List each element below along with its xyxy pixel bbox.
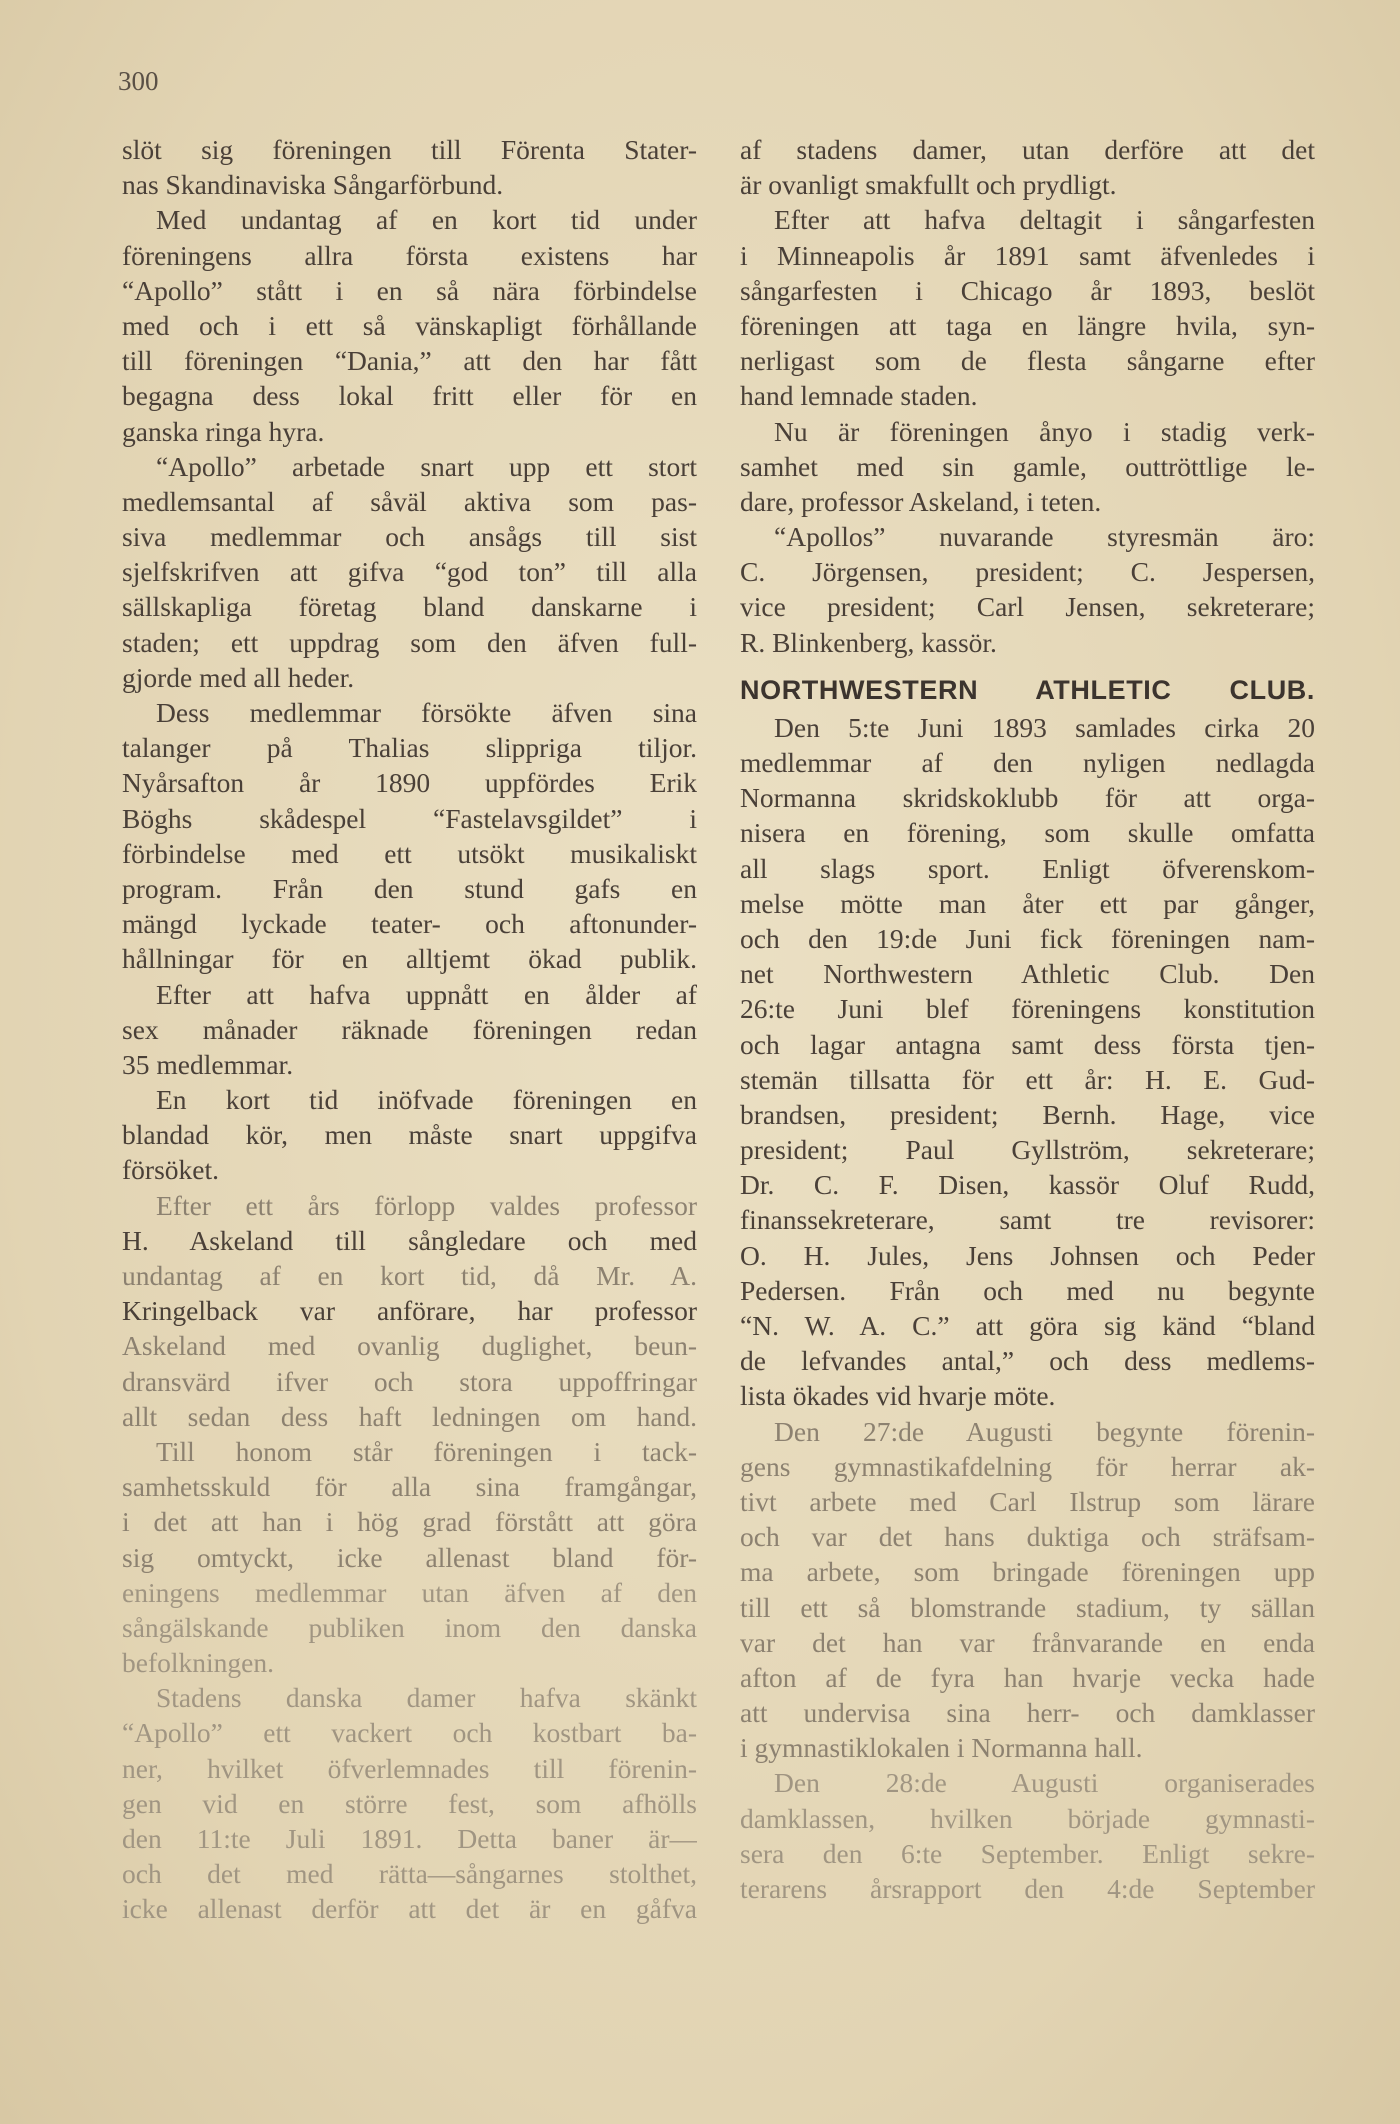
text-line: Till honom står föreningen i tack-	[156, 1435, 697, 1467]
text-line: sera den 6:te September. Enligt sekre-	[740, 1837, 1315, 1869]
text-line: begagna dess lokal fritt eller för en	[122, 380, 697, 412]
text-line: Nu är föreningen ånyo i stadig verk-	[774, 415, 1315, 447]
text-line: Nyårsafton år 1890 uppfördes Erik	[122, 767, 697, 799]
text-line: staden; ett uppdrag som den äfven full-	[122, 626, 697, 658]
text-line: i Minneapolis år 1891 samt äfvenledes i	[740, 239, 1315, 271]
text-line: Efter att hafva uppnått en ålder af	[156, 978, 697, 1010]
text-line: 35 medlemmar.	[122, 1048, 294, 1080]
text-line: program. Från den stund gafs en	[122, 872, 697, 904]
text-line: Efter att hafva deltagit i sångarfesten	[774, 204, 1315, 236]
text-line: ner, hvilket öfverlemnades till förenin-	[122, 1752, 697, 1784]
text-line: terarens årsrapport den 4:de September	[740, 1873, 1315, 1904]
text-line: talanger på Thalias slippriga tiljor.	[122, 732, 697, 764]
text-line: föreningen att taga en längre hvila, syn-	[740, 309, 1315, 341]
text-line: stemän tillsatta för ett år: H. E. Gud-	[740, 1063, 1315, 1095]
text-line: damklassen, hvilken började gymnasti-	[740, 1802, 1315, 1834]
text-line: “Apollo” arbetade snart upp ett stort	[156, 450, 697, 482]
text-line: sällskapliga företag bland danskarne i	[122, 591, 697, 623]
text-line: H. Askeland till sångledare och med	[122, 1224, 697, 1256]
text-line: En kort tid inöfvade föreningen en	[156, 1084, 697, 1116]
text-line: den 11:te Juli 1891. Detta baner är—	[122, 1823, 697, 1854]
text-line: “N. W. A. C.” att göra sig känd “bland	[740, 1310, 1315, 1341]
text-line: 26:te Juni blef föreningens konstitution	[740, 993, 1315, 1025]
text-line: medlemmar af den nyligen nedlagda	[740, 747, 1315, 778]
text-line: var det han var frånvarande en enda	[740, 1626, 1315, 1658]
text-line: och lagar antagna samt dess första tjen-	[740, 1028, 1315, 1060]
text-line: är ovanligt smakfullt och prydligt.	[740, 169, 1117, 201]
text-line: gen vid en större fest, som afhölls	[122, 1787, 697, 1819]
text-line: och det med rätta—sångarnes stolthet,	[122, 1858, 697, 1890]
text-line: brandsen, president; Bernh. Hage, vice	[740, 1098, 1315, 1130]
text-line: president; Paul Gyllström, sekreterare;	[740, 1134, 1315, 1166]
text-line: all slags sport. Enligt öfverenskom-	[740, 852, 1315, 884]
text-line: till föreningen “Dania,” att den har fått	[122, 345, 697, 377]
text-line: ganska ringa hyra.	[122, 415, 325, 447]
text-line: slöt sig föreningen till Förenta Stater-	[122, 134, 697, 165]
text-line: gens gymnastikafdelning för herrar ak-	[740, 1450, 1315, 1482]
text-line: sångarfesten i Chicago år 1893, beslöt	[740, 274, 1315, 306]
text-line: nerligast som de flesta sångarne efter	[740, 345, 1315, 377]
text-line: “Apollos” nuvarande styresmän äro:	[774, 521, 1315, 553]
text-line: i det att han i hög grad förstått att göra	[122, 1506, 697, 1538]
text-line: lista ökades vid hvarje möte.	[740, 1380, 1056, 1412]
text-line: sångälskande publiken inom den danska	[122, 1611, 697, 1643]
text-line: förbindelse med ett utsökt musikaliskt	[122, 837, 697, 869]
section-heading: NORTHWESTERN ATHLETIC CLUB.	[740, 674, 1315, 705]
text-line: de lefvandes antal,” och dess medlems-	[740, 1345, 1315, 1377]
text-line: föreningens allra första existens har	[122, 239, 697, 271]
text-line: dransvärd ifver och stora uppoffringar	[122, 1365, 697, 1397]
text-line: Med undantag af en kort tid under	[156, 204, 697, 236]
text-line: Kringelback var anförare, har professor	[122, 1295, 697, 1327]
text-line: Den 27:de Augusti begynte förenin-	[774, 1415, 1315, 1447]
text-line: af stadens damer, utan derföre att det	[740, 134, 1315, 165]
text-line: Efter ett års förlopp valdes professor	[156, 1189, 697, 1221]
text-line: sjelfskrifven att gifva “god ton” till alla	[122, 556, 697, 588]
text-line: Normanna skridskoklubb för att orga-	[740, 782, 1315, 814]
text-line: samhetsskuld för alla sina framgångar,	[122, 1471, 697, 1503]
text-line: sex månader räknade föreningen redan	[122, 1013, 697, 1045]
text-line: och den 19:de Juni fick föreningen nam-	[740, 922, 1315, 954]
text-line: eningens medlemmar utan äfven af den	[122, 1576, 697, 1608]
text-line: medlemsantal af såväl aktiva som pas-	[122, 485, 697, 517]
text-line: undantag af en kort tid, då Mr. A.	[122, 1260, 697, 1291]
text-line: gjorde med all heder.	[122, 661, 355, 693]
text-line: finanssekreterare, samt tre revisorer:	[740, 1204, 1315, 1236]
text-line: och var det hans duktiga och sträfsam-	[740, 1521, 1315, 1553]
text-line: O. H. Jules, Jens Johnsen och Peder	[740, 1239, 1315, 1271]
text-line: att undervisa sina herr- och damklasser	[740, 1697, 1315, 1729]
text-line: net Northwestern Athletic Club. Den	[740, 958, 1315, 990]
text-line: allt sedan dess haft ledningen om hand.	[122, 1400, 697, 1432]
text-line: siva medlemmar och ansågs till sist	[122, 521, 697, 553]
text-line: R. Blinkenberg, kassör.	[740, 626, 997, 658]
left-column	[122, 132, 697, 1927]
text-line: befolkningen.	[122, 1647, 274, 1679]
text-line: Dr. C. F. Disen, kassör Oluf Rudd,	[740, 1169, 1315, 1201]
text-line: försöket.	[122, 1154, 219, 1186]
text-line: nas Skandinaviska Sångarförbund.	[122, 169, 504, 201]
text-line: hand lemnade staden.	[740, 380, 978, 412]
text-line: vice president; Carl Jensen, sekreterare;	[740, 591, 1315, 623]
text-line: icke allenast derför att det är en gåfva	[122, 1893, 697, 1925]
text-line: C. Jörgensen, president; C. Jespersen,	[740, 556, 1315, 588]
text-line: ma arbete, som bringade föreningen upp	[740, 1556, 1315, 1588]
page-number: 300	[118, 66, 159, 96]
text-line: blandad kör, men måste snart uppgifva	[122, 1119, 697, 1151]
text-line: tivt arbete med Carl Ilstrup som lärare	[740, 1485, 1315, 1517]
text-line: melse mötte man åter ett par gånger,	[740, 887, 1315, 919]
text-line: samhet med sin gamle, outtröttlige le-	[740, 450, 1315, 482]
text-line: Den 28:de Augusti organiserades	[774, 1767, 1315, 1799]
text-line: nisera en förening, som skulle omfatta	[740, 817, 1315, 849]
text-line: i gymnastiklokalen i Normanna hall.	[740, 1732, 1143, 1764]
text-line: med och i ett så vänskapligt förhållande	[122, 309, 697, 341]
text-line: Böghs skådespel “Fastelavsgildet” i	[122, 802, 697, 834]
text-line: Dess medlemmar försökte äfven sina	[156, 697, 697, 728]
text-line: Pedersen. Från och med nu begynte	[740, 1274, 1315, 1306]
text-line: dare, professor Askeland, i teten.	[740, 485, 1102, 517]
text-line: Den 5:te Juni 1893 samlades cirka 20	[774, 711, 1315, 743]
text-line: Askeland med ovanlig duglighet, beun-	[122, 1330, 697, 1362]
text-line: hållningar för en alltjemt ökad publik.	[122, 943, 697, 975]
text-line: mängd lyckade teater- och aftonunder-	[122, 908, 697, 940]
text-line: till ett så blomstrande stadium, ty sällan	[740, 1591, 1315, 1623]
text-line: “Apollo” ett vackert och kostbart ba-	[122, 1717, 697, 1749]
text-line: afton af de fyra han hvarje vecka hade	[740, 1661, 1315, 1693]
right-column	[740, 132, 1315, 1906]
text-line: sig omtyckt, icke allenast bland för-	[122, 1541, 697, 1573]
text-line: “Apollo” stått i en så nära förbindelse	[122, 274, 697, 306]
text-line: Stadens danska damer hafva skänkt	[156, 1682, 697, 1714]
